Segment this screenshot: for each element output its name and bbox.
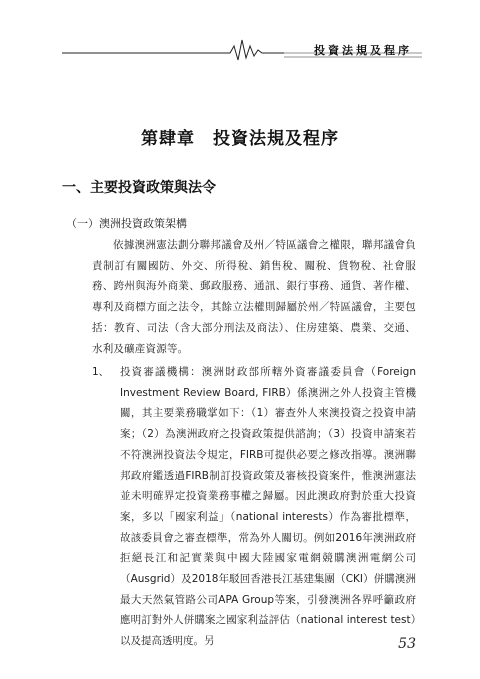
chapter-title: 第肆章 投資法規及程序 [141, 129, 339, 149]
list-item-number: 1、 [92, 366, 110, 378]
page-number: 53 [398, 636, 416, 652]
section-title: 一、主要投資政策與法令 [62, 180, 216, 196]
body-paragraph: 依據澳洲憲法劃分聯邦議會及州／特區議會之權限，聯邦議會負責制訂有關國防、外交、所得稅、銷售稅、關稅、貨物稅、社會服務、跨州與海外商業、郵政服務、通訊、銀行事務、通貨、著作權、專利及商標方面之法令，其餘立法權則歸屬於州／特區議會，主要包括：教育、司法（含大部分刑法及商法）、住房建築、農業、交通、水利及礦產資源等。 [92, 239, 416, 355]
header-label: 投資法規及程序 [314, 44, 412, 57]
running-header [62, 36, 422, 64]
list-item-text: 投資審議機構：澳洲財政部所轄外資審議委員會（Foreign Investment Review Board, FIRB）係澳洲之外人投資主管機關，其主要業務職掌如下：（1）審查外人來澳投資之投資申請案；（2）為澳洲政府之投資政策提供諮詢；（3）投資申請案若不符澳洲投資法令規定，FIRB可提供必要之修改指導。澳洲聯邦政府鑑透過FIRB制訂投資政策及審核投資案件，惟澳洲憲法並未明確界定投資業務事權之歸屬。因此澳政府對於重大投資案，多以「國家利益」（national interests）作為審批標準，故該委員會之審查標準，常為外人關切。例如2016年澳洲政府拒絕長江和記實業與中國大陸國家電網競購澳洲電網公司（Ausgrid）及2018年駁回香港長江基建集團（CKI）併購澳洲最大天然氣管路公司APA Group等案，引發澳洲各界呼籲政府應明訂對外人併購案之國家利益評估（national interest test）以及提高透明度。另 [120, 366, 416, 648]
subsection-title: （一）澳洲投資政策架構 [66, 217, 187, 230]
